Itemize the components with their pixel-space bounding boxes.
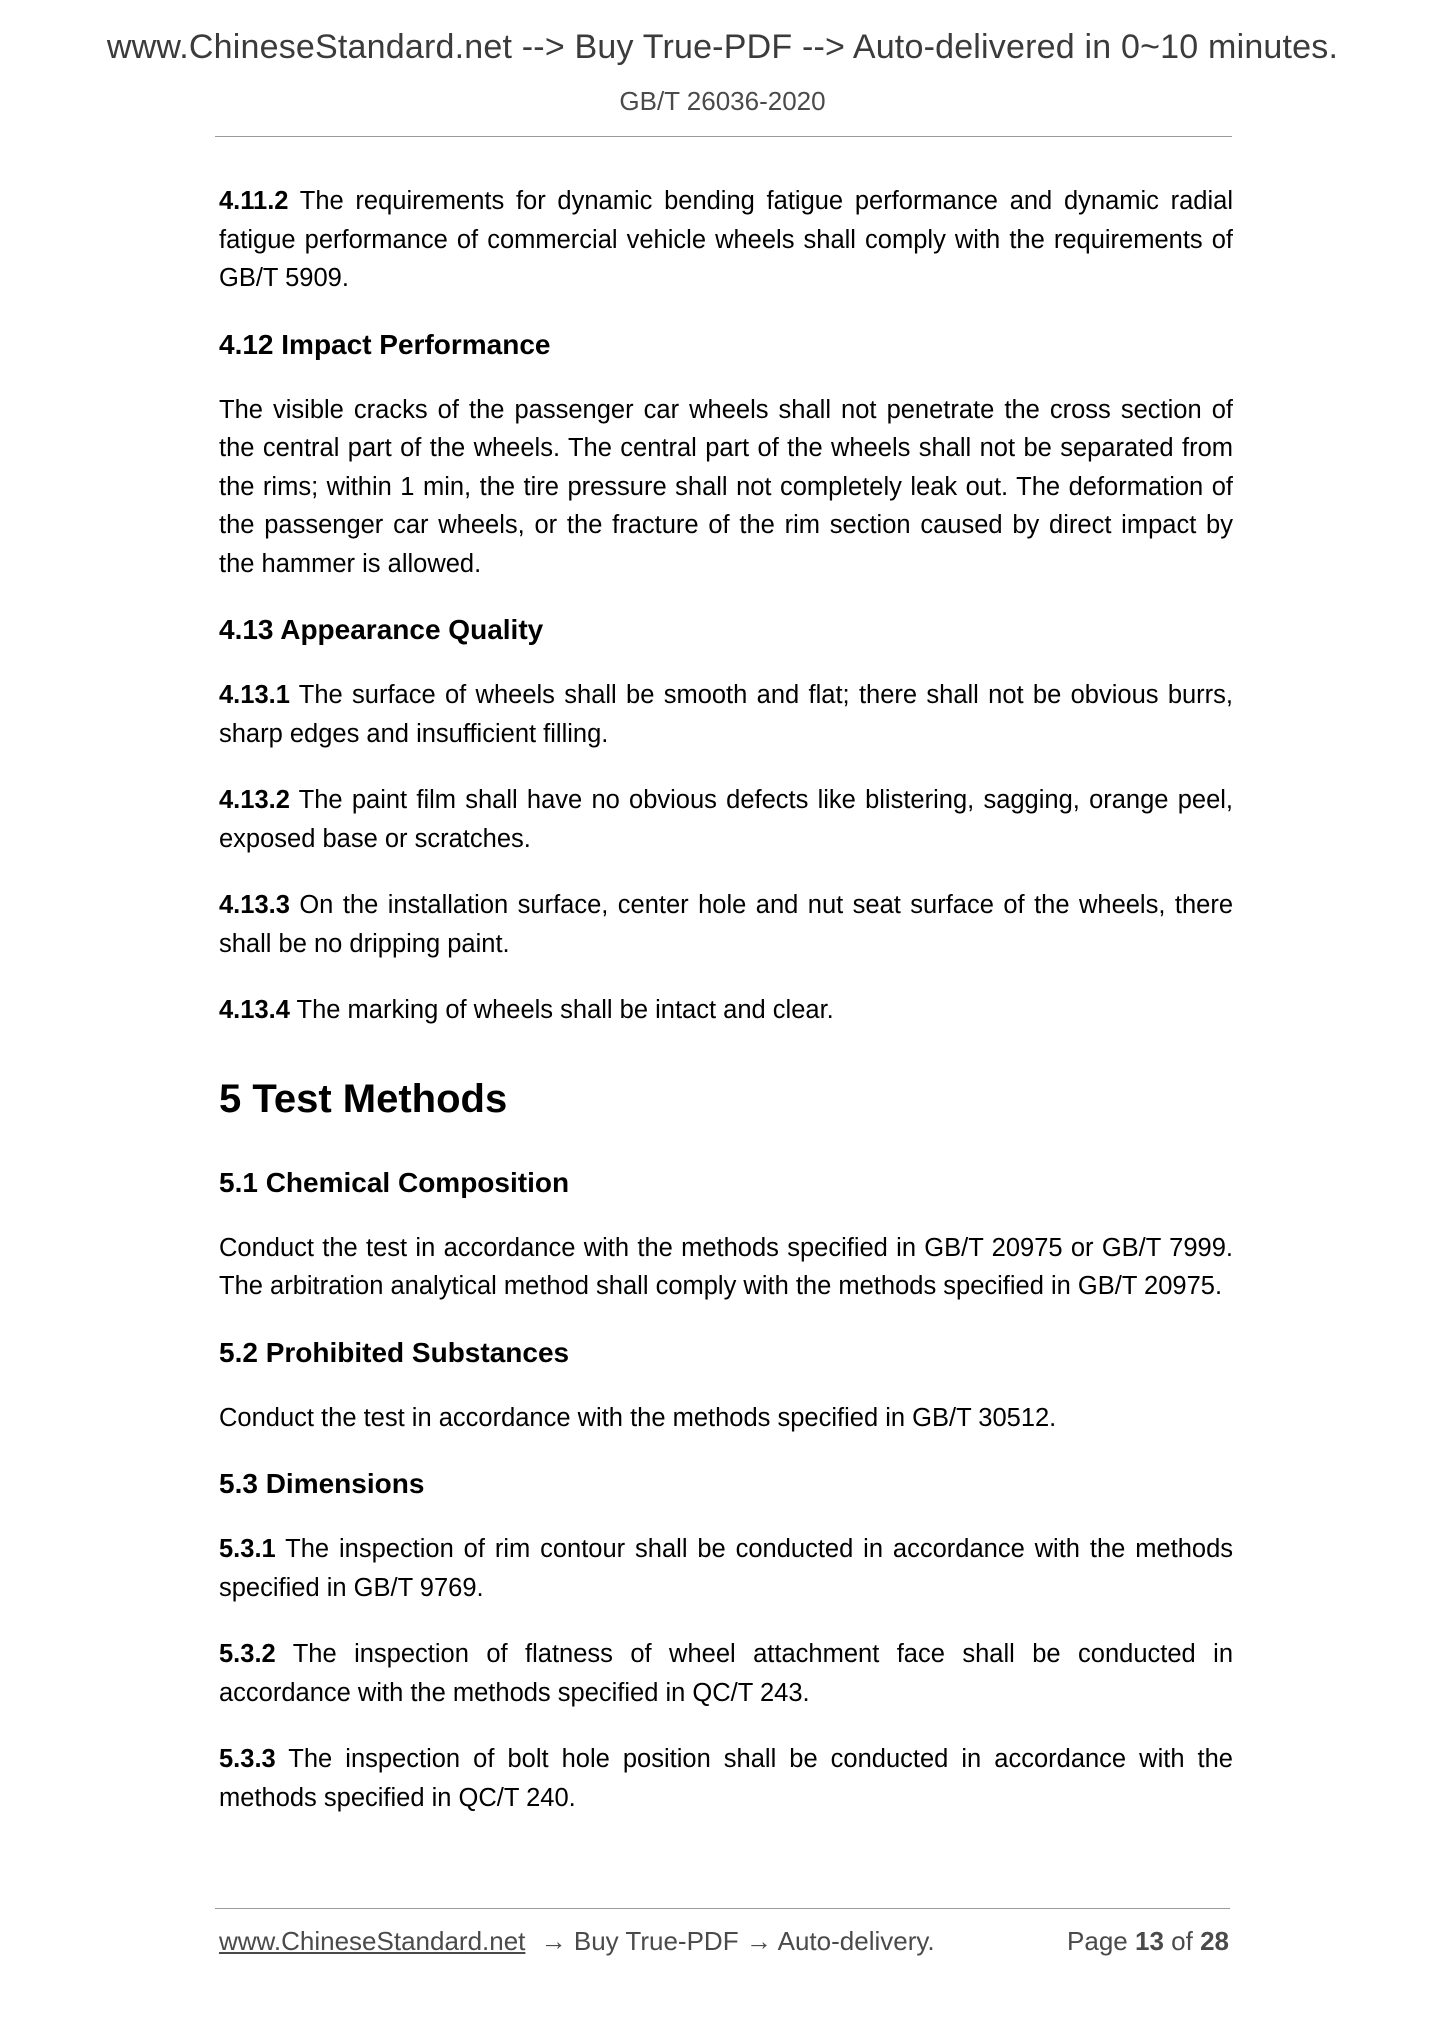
clause-text: The inspection of flatness of wheel attachment face shall be conducted in accordance with the methods specified in QC/T 243.	[219, 1640, 1233, 1707]
clause-text: The surface of wheels shall be smooth and flat; there shall not be obvious burrs, sharp edges and insufficient filling.	[219, 681, 1233, 748]
chapter-heading-5: 5 Test Methods	[219, 1076, 508, 1121]
current-page-number: 13	[1135, 1926, 1164, 1956]
heading-4-13: 4.13 Appearance Quality	[219, 614, 544, 645]
document-number: GB/T 26036-2020	[619, 86, 826, 116]
clause-number: 5.3.2	[219, 1640, 276, 1668]
clause-4-13-2	[219, 781, 1233, 858]
clause-4-13-3	[219, 886, 1233, 963]
arrow-right-icon: →	[745, 1926, 772, 1956]
clause-text: The inspection of rim contour shall be conducted in accordance with the methods specified in GB/T 9769.	[219, 1535, 1233, 1602]
clause-text: On the installation surface, center hole and nut seat surface of the wheels, there shall be no dripping paint.	[219, 891, 1233, 958]
heading-5-3: 5.3 Dimensions	[219, 1468, 425, 1499]
footer-site-link[interactable]: www.ChineseStandard.net	[219, 1926, 526, 1956]
clause-text: The requirements for dynamic bending fatigue performance and dynamic radial fatigue performance of commercial vehicle wheels shall comply with the requirements of GB/T 5909.	[219, 187, 1233, 292]
clause-number: 4.13.3	[219, 891, 290, 919]
site-banner: www.ChineseStandard.net --> Buy True-PDF --> Auto-delivered in 0~10 minutes.	[106, 28, 1339, 66]
heading-5-2: 5.2 Prohibited Substances	[219, 1336, 570, 1368]
footer-buy-text: Buy True-PDF	[573, 1926, 739, 1956]
clause-number: 5.3.3	[219, 1745, 276, 1773]
page-indicator	[1067, 1926, 1229, 1957]
clause-4-13-1	[219, 676, 1233, 753]
page-body	[219, 182, 1233, 1845]
clause-text: The paint film shall have no obvious defects like blistering, sagging, orange peel, exposed base or scratches.	[219, 786, 1233, 853]
arrow-right-icon: →	[540, 1926, 567, 1956]
clause-5-3-2	[219, 1635, 1233, 1712]
clause-number: 4.13.4	[219, 996, 290, 1024]
heading-5-1: 5.1 Chemical Composition	[219, 1166, 570, 1198]
clause-5-1-text: Conduct the test in accordance with the methods specified in GB/T 20975 or GB/T 7999. The arbitration analytical method shall comply with the methods specified in GB/T 20975.	[219, 1233, 1233, 1300]
page-footer	[219, 1926, 1229, 1957]
clause-5-2-text: Conduct the test in accordance with the methods specified in GB/T 30512.	[219, 1403, 1057, 1432]
clause-4-13-4	[219, 991, 1233, 1030]
clause-number: 4.11.2	[219, 187, 289, 215]
of-label: of	[1171, 1926, 1193, 1956]
clause-5-3-3	[219, 1740, 1233, 1817]
footer-delivery-text: Auto-delivery.	[777, 1926, 935, 1956]
clause-4-11-2	[219, 182, 1233, 298]
clause-number: 4.13.2	[219, 786, 290, 814]
footer-divider	[215, 1908, 1230, 1909]
header-divider	[215, 136, 1232, 137]
page-label: Page	[1067, 1926, 1128, 1956]
clause-text: The inspection of bolt hole position shall be conducted in accordance with the methods specified in QC/T 240.	[219, 1745, 1233, 1812]
heading-4-12: 4.12 Impact Performance	[219, 328, 551, 360]
total-pages-number: 28	[1200, 1926, 1229, 1956]
clause-number: 5.3.1	[219, 1535, 276, 1563]
clause-4-12-text: The visible cracks of the passenger car wheels shall not penetrate the cross section of the central part of the wheels. The central part of the wheels shall not be separated from the rims; within 1 min, the tire pressure shall not completely leak out. The deformation of the passenger car wheels, or the fracture of the rim section caused by direct impact by the hammer is allowed.	[219, 395, 1233, 578]
clause-text: The marking of wheels shall be intact and clear.	[289, 996, 834, 1024]
clause-number: 4.13.1	[219, 681, 290, 709]
clause-5-3-1	[219, 1530, 1233, 1607]
